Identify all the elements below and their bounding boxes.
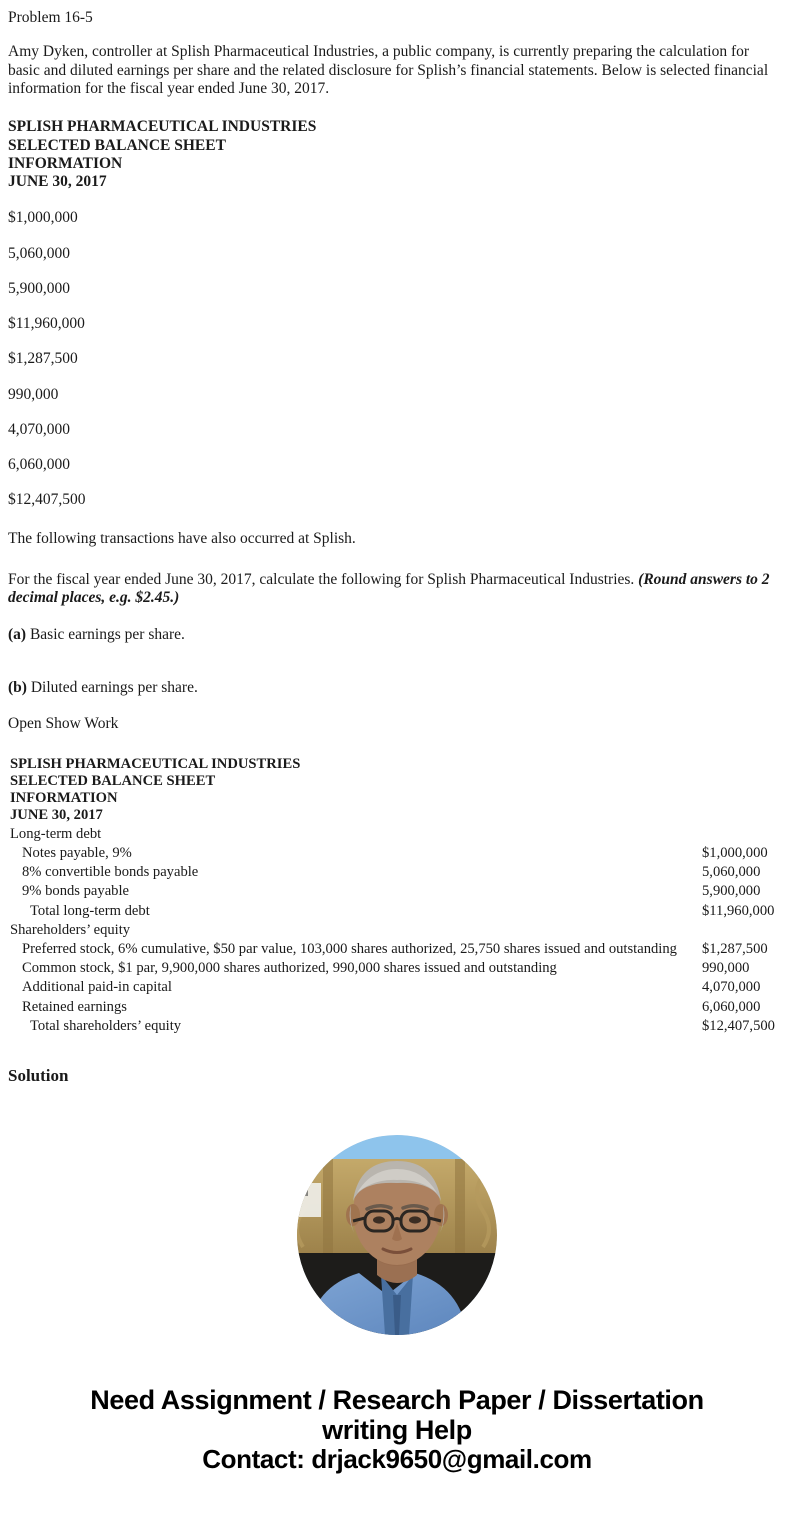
list-item: 990,000	[8, 385, 59, 403]
list-item: $12,407,500	[8, 491, 86, 509]
table-row	[0, 1017, 794, 1036]
company-heading-line-2: SELECTED BALANCE SHEET	[8, 136, 226, 154]
row-value	[697, 921, 794, 940]
row-value: 990,000	[702, 960, 750, 977]
avatar-container	[297, 1135, 497, 1335]
table-heading-row	[0, 773, 794, 790]
bs-heading-line-3: INFORMATION	[10, 790, 118, 807]
table-row	[0, 998, 794, 1017]
list-item: $1,000,000	[8, 209, 78, 227]
row-value: 4,070,000	[702, 979, 761, 996]
row-label: Notes payable, 9%	[22, 844, 132, 861]
list-item: 5,900,000	[8, 279, 70, 297]
instruction-emphasis: (Round answers to 2 decimal places, e.g. $2.45.)	[8, 570, 770, 607]
table-heading-row	[0, 790, 794, 807]
row-value: $11,960,000	[702, 902, 775, 919]
problem-statement-section	[0, 0, 794, 734]
row-value: $1,000,000	[702, 844, 768, 861]
problem-intro-paragraph: Amy Dyken, controller at Splish Pharmaceutical Industries, a public company, is currently preparing the calculation for basic and diluted earnings per share and the related disclosure for Splish’s financial statements. Below is selected financial information for the fiscal year ended June 30, 2017.	[8, 43, 769, 97]
table-heading-row	[0, 756, 794, 773]
question-a-marker: (a)	[8, 626, 27, 644]
balance-sheet-table	[0, 756, 794, 1036]
table-heading-row	[0, 807, 794, 824]
table-row	[0, 978, 794, 997]
bs-heading-line-1: SPLISH PHARMACEUTICAL INDUSTRIES	[10, 755, 301, 772]
table-row	[0, 940, 794, 959]
table-row	[0, 882, 794, 901]
question-b-text: Diluted earnings per share.	[30, 678, 198, 696]
row-label: Additional paid-in capital	[22, 979, 172, 996]
row-label: Long-term debt	[10, 825, 102, 842]
question-b	[8, 679, 782, 698]
promo-line-2: writing Help	[322, 1414, 472, 1445]
company-heading-top	[8, 118, 782, 191]
row-value: $12,407,500	[702, 1017, 775, 1034]
promo-line-1: Need Assignment / Research Paper / Dissertation	[90, 1384, 704, 1415]
table-row	[0, 844, 794, 863]
row-label: Total long-term debt	[30, 902, 150, 919]
solution-heading: Solution	[8, 1066, 69, 1086]
bs-heading-spacer-3	[697, 790, 794, 807]
row-label: 8% convertible bonds payable	[22, 864, 199, 881]
table-row	[0, 863, 794, 882]
promo-line-3: Contact: drjack9650@gmail.com	[202, 1443, 592, 1474]
list-item: 4,070,000	[8, 420, 70, 438]
bs-heading-line-4: JUNE 30, 2017	[10, 807, 103, 824]
row-value: 5,060,000	[702, 864, 761, 881]
question-a-text: Basic earnings per share.	[29, 626, 185, 644]
transactions-note: The following transactions have also occurred at Splish.	[8, 530, 356, 548]
list-item: 6,060,000	[8, 455, 70, 473]
avatar	[297, 1135, 497, 1335]
instruction-text: For the fiscal year ended June 30, 2017, calculate the following for Splish Pharmaceutical Industries.	[8, 570, 635, 588]
row-value: $1,287,500	[702, 941, 768, 958]
table-row	[0, 902, 794, 921]
table-row	[0, 921, 794, 940]
row-label: Retained earnings	[22, 998, 127, 1015]
promo-footer	[0, 1385, 794, 1475]
bs-heading-spacer-1	[697, 756, 794, 773]
bs-heading-spacer-4	[697, 807, 794, 824]
table-row	[0, 959, 794, 978]
selected-values-list	[8, 209, 782, 508]
row-label: Total shareholders’ equity	[30, 1017, 182, 1034]
list-item: $11,960,000	[8, 315, 85, 333]
company-heading-line-3: INFORMATION	[8, 154, 123, 172]
row-value	[697, 825, 794, 844]
profile-photo-icon	[297, 1135, 497, 1335]
list-item: $1,287,500	[8, 350, 78, 368]
row-label: Common stock, $1 par, 9,900,000 shares authorized, 990,000 shares issued and outstanding	[22, 960, 557, 977]
company-heading-line-1: SPLISH PHARMACEUTICAL INDUSTRIES	[8, 118, 317, 136]
instruction-paragraph	[8, 571, 782, 608]
problem-title: Problem 16-5	[8, 9, 93, 26]
row-label: 9% bonds payable	[22, 883, 129, 900]
list-item: 5,060,000	[8, 244, 70, 262]
company-heading-line-4: JUNE 30, 2017	[8, 173, 107, 191]
row-value: 5,900,000	[702, 883, 761, 900]
row-label: Shareholders’ equity	[10, 921, 131, 938]
table-row	[0, 825, 794, 844]
open-show-work-link[interactable]: Open Show Work	[8, 715, 119, 733]
question-a	[8, 626, 782, 645]
row-label: Preferred stock, 6% cumulative, $50 par value, 103,000 shares authorized, 25,750 shares issued and outstanding	[22, 941, 677, 958]
bs-heading-spacer-2	[697, 773, 794, 790]
question-b-marker: (b)	[8, 678, 27, 696]
row-value: 6,060,000	[702, 998, 761, 1015]
bs-heading-line-2: SELECTED BALANCE SHEET	[10, 773, 216, 790]
